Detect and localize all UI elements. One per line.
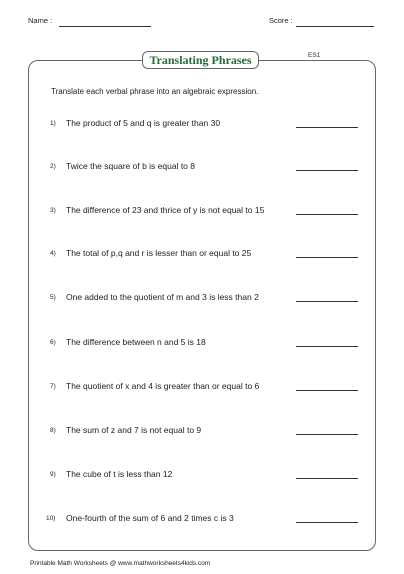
problem-text: The quotient of x and 4 is greater than or equal to 6 bbox=[66, 381, 260, 391]
worksheet-code: ES1 bbox=[308, 52, 321, 59]
title-box bbox=[142, 51, 259, 69]
answer-line[interactable] bbox=[296, 346, 358, 347]
problem-text: The difference between n and 5 is 18 bbox=[66, 337, 206, 347]
problem-row bbox=[0, 161, 404, 175]
problem-text: The cube of t is less than 12 bbox=[66, 469, 173, 479]
name-label: Name : bbox=[28, 16, 53, 25]
answer-line[interactable] bbox=[296, 127, 358, 128]
answer-line[interactable] bbox=[296, 434, 358, 435]
answer-line[interactable] bbox=[296, 478, 358, 479]
answer-line[interactable] bbox=[296, 522, 358, 523]
answer-line[interactable] bbox=[296, 170, 358, 171]
problem-text: One-fourth of the sum of 6 and 2 times c is 3 bbox=[66, 513, 234, 523]
problem-number: 5) bbox=[50, 294, 56, 301]
problem-number: 6) bbox=[50, 339, 56, 346]
problem-row bbox=[0, 381, 404, 395]
answer-line[interactable] bbox=[296, 390, 358, 391]
problem-row bbox=[0, 337, 404, 351]
problem-row bbox=[0, 469, 404, 483]
worksheet-title: Translating Phrases bbox=[149, 52, 252, 67]
score-label: Score : bbox=[269, 16, 293, 25]
problem-row bbox=[0, 425, 404, 439]
problem-number: 1) bbox=[50, 120, 56, 127]
problem-text: The total of p,q and r is lesser than or equal to 25 bbox=[66, 248, 252, 258]
answer-line[interactable] bbox=[296, 257, 358, 258]
score-field[interactable] bbox=[296, 26, 374, 27]
problem-row bbox=[0, 248, 404, 262]
problem-text: The difference of 23 and thrice of y is not equal to 15 bbox=[66, 205, 265, 215]
problem-text: Twice the square of b is equal to 8 bbox=[66, 161, 195, 171]
answer-line[interactable] bbox=[296, 214, 358, 215]
problem-number: 4) bbox=[50, 250, 56, 257]
problem-row bbox=[0, 292, 404, 306]
problem-number: 3) bbox=[50, 207, 56, 214]
problem-text: The product of 5 and q is greater than 30 bbox=[66, 118, 221, 128]
footer-credit: Printable Math Worksheets @ www.mathworksheets4kids.com bbox=[30, 560, 211, 567]
name-field[interactable] bbox=[59, 26, 151, 27]
answer-line[interactable] bbox=[296, 301, 358, 302]
problem-text: One added to the quotient of m and 3 is less than 2 bbox=[66, 292, 259, 302]
problem-number: 8) bbox=[50, 427, 56, 434]
problem-number: 10) bbox=[46, 515, 56, 522]
problem-number: 9) bbox=[50, 471, 56, 478]
problem-row bbox=[0, 513, 404, 527]
problem-row bbox=[0, 118, 404, 132]
problem-text: The sum of z and 7 is not equal to 9 bbox=[66, 425, 202, 435]
problem-number: 2) bbox=[50, 163, 56, 170]
instructions: Translate each verbal phrase into an algebraic expression. bbox=[51, 87, 259, 96]
problem-number: 7) bbox=[50, 383, 56, 390]
problem-row bbox=[0, 205, 404, 219]
